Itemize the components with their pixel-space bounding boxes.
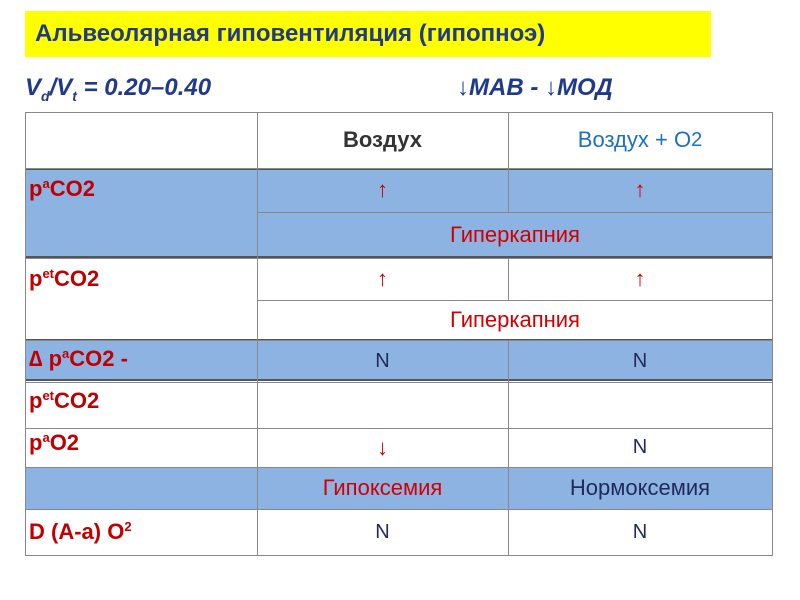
comparison-table <box>25 112 773 555</box>
paco2-air-arrow: ↑ <box>377 177 388 202</box>
paco2-o2-arrow: ↑ <box>634 177 646 202</box>
slide-title: Альвеолярная гиповентиляция (гипопноэ) <box>25 11 711 57</box>
delta-o2-value: N <box>632 349 648 372</box>
mav-mod-note: ↓МАВ - ↓МОД <box>457 74 613 101</box>
row-label-petco2: p $^{et}$ CO2 <box>29 266 100 291</box>
row-label-petco2-second: p $^{et}$ CO2 <box>29 388 100 413</box>
row-label-pao2: p $^a$ O2 <box>29 430 80 455</box>
petco2-hypercapnia: Гиперкапния <box>450 307 580 332</box>
row-label-delta: ∆ p $^a$ CO2 - <box>29 346 128 371</box>
pao2-normoxemia: Нормоксемия <box>569 475 711 500</box>
pao2-o2-value: N <box>632 436 648 458</box>
pao2-air-arrow: ↓ <box>377 434 388 460</box>
aa-air-value: N <box>375 520 390 543</box>
aa-o2-value: N <box>632 520 648 543</box>
row-label-aa-gradient: D (A-a) O $^2$ <box>29 519 132 544</box>
vd-vt-ratio: $V_d/V_t = 0.20-0.40$ <box>25 74 212 104</box>
header-air: Воздух <box>343 127 422 152</box>
petco2-o2-arrow: ↑ <box>634 266 646 291</box>
delta-air-value: N <box>375 349 390 372</box>
row-label-paco2: p $^a$ CO2 <box>29 176 95 201</box>
pao2-hypoxemia: Гипоксемия <box>322 475 443 500</box>
paco2-hypercapnia: Гиперкапния <box>450 222 580 247</box>
petco2-air-arrow: ↑ <box>377 266 388 291</box>
header-air-o2: Воздух + O 2 <box>577 127 703 152</box>
formula-line <box>25 74 745 110</box>
